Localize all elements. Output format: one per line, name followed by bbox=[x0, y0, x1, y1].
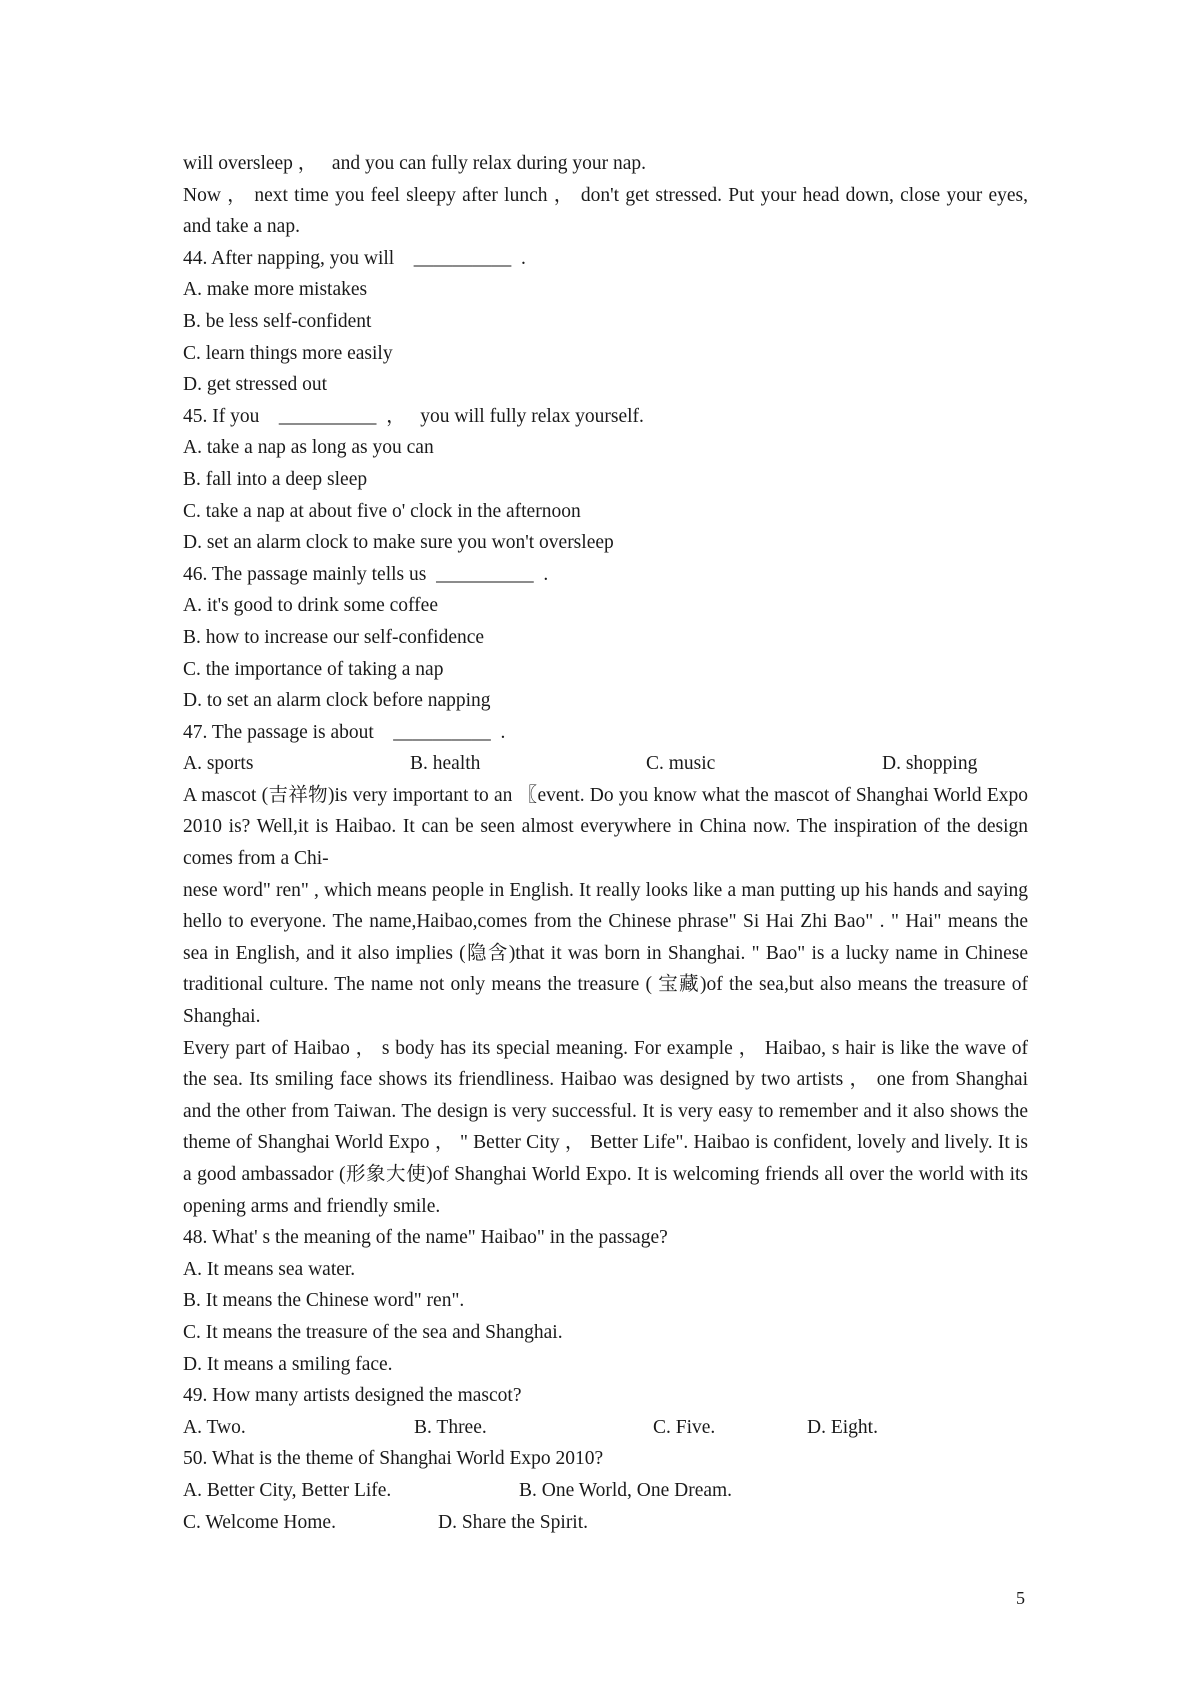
question-47-options bbox=[183, 748, 1028, 780]
question-44-option-a: A. make more mistakes bbox=[183, 279, 368, 301]
question-48-option-d: D. It means a smiling face. bbox=[183, 1353, 393, 1375]
question-50-option-a: A. Better City, Better Life. bbox=[183, 1479, 392, 1501]
question-44-option-b: B. be less self-confident bbox=[183, 310, 372, 332]
question-49-options bbox=[183, 1412, 1028, 1444]
question-44-option-d: D. get stressed out bbox=[183, 374, 328, 396]
question-46-stem: 46. The passage mainly tells us __________ . bbox=[183, 563, 549, 585]
question-48-option-b: B. It means the Chinese word" ren". bbox=[183, 1290, 465, 1312]
question-44-option-c: C. learn things more easily bbox=[183, 342, 393, 364]
question-47-option-c: C. music bbox=[646, 753, 716, 775]
intro-line-2: Now ， next time you feel sleepy after lunch ， don't get stressed. Put your head down, close your eyes, and take a nap. bbox=[183, 184, 1028, 238]
question-49-option-a: A. Two. bbox=[183, 1416, 246, 1438]
passage bbox=[183, 780, 1028, 1222]
question-47-option-b: B. health bbox=[410, 753, 481, 775]
question-46-option-c: C. the importance of taking a nap bbox=[183, 658, 444, 680]
question-50-option-b: B. One World, One Dream. bbox=[519, 1479, 733, 1501]
question-49-option-c: C. Five. bbox=[653, 1416, 716, 1438]
passage-paragraph-2: nese word" ren" , which means people in English. It really looks like a man putting up his hands and saying hello to everyone. The name,Haibao,comes from the Chinese phrase" Si Hai Zhi Bao" . " Hai" means the sea in English, and it also implies (隐含)that it was born in Shanghai. " Bao" is a lucky name in Chinese traditional culture. The name not only means the treasure ( 宝藏)of the sea,but also means the treasure of Shanghai. bbox=[183, 879, 1028, 1028]
question-45-option-c: C. take a nap at about five o' clock in the afternoon bbox=[183, 500, 581, 522]
question-47-option-d: D. shopping bbox=[882, 753, 978, 775]
question-47-stem: 47. The passage is about __________ . bbox=[183, 721, 506, 743]
question-50-options-row-2 bbox=[183, 1507, 1028, 1539]
passage-paragraph-3: Every part of Haibao ， s body has its special meaning. For example ， Haibao, s hair is like the wave of the sea. Its smiling face shows its friendliness. Haibao was designed by two artists ， one from Shanghai and the other from Taiwan. The design is very successful. It is very easy to remember and it also shows the theme of Shanghai World Expo ， " Better City ， Better Life". Haibao is confident, lovely and lively. It is a good ambassador (形象大使)of Shanghai World Expo. It is welcoming friends all over the world with its opening arms and friendly smile. bbox=[183, 1037, 1028, 1217]
question-46-option-a: A. it's good to drink some coffee bbox=[183, 595, 438, 617]
question-44-stem: 44. After napping, you will __________ . bbox=[183, 247, 526, 269]
question-49-option-b: B. Three. bbox=[414, 1416, 487, 1438]
question-46-option-b: B. how to increase our self-confidence bbox=[183, 626, 485, 648]
question-50-stem: 50. What is the theme of Shanghai World Expo 2010? bbox=[183, 1448, 604, 1470]
question-46-option-d: D. to set an alarm clock before napping bbox=[183, 690, 491, 712]
page-number: 5 bbox=[1016, 1588, 1025, 1608]
question-48-option-a: A. It means sea water. bbox=[183, 1258, 356, 1280]
question-49-option-d: D. Eight. bbox=[807, 1416, 878, 1438]
passage-paragraph-1: A mascot (吉祥物)is very important to an 〖event. Do you know what the mascot of Shanghai World Expo 2010 is? Well,it is Haibao. It can be seen almost everywhere in China now. The inspiration of the design comes from a Chi- bbox=[183, 784, 1028, 870]
question-45-stem: 45. If you __________ ， you will fully relax yourself. bbox=[183, 405, 644, 427]
question-48-option-c: C. It means the treasure of the sea and Shanghai. bbox=[183, 1321, 563, 1343]
question-47-option-a: A. sports bbox=[183, 753, 254, 775]
question-45-option-b: B. fall into a deep sleep bbox=[183, 468, 368, 490]
document-page bbox=[183, 148, 1028, 1538]
question-50-option-c: C. Welcome Home. bbox=[183, 1511, 336, 1533]
question-48-stem: 48. What' s the meaning of the name" Haibao" in the passage? bbox=[183, 1227, 668, 1249]
question-49-stem: 49. How many artists designed the mascot? bbox=[183, 1385, 522, 1407]
intro-line-1: will oversleep ， and you can fully relax during your nap. bbox=[183, 153, 647, 174]
intro-paragraph bbox=[183, 180, 1028, 243]
question-50-option-d: D. Share the Spirit. bbox=[438, 1511, 589, 1533]
question-50-options-row-1 bbox=[183, 1475, 1028, 1507]
question-45-option-d: D. set an alarm clock to make sure you won't oversleep bbox=[183, 532, 614, 554]
question-45-option-a: A. take a nap as long as you can bbox=[183, 437, 434, 459]
